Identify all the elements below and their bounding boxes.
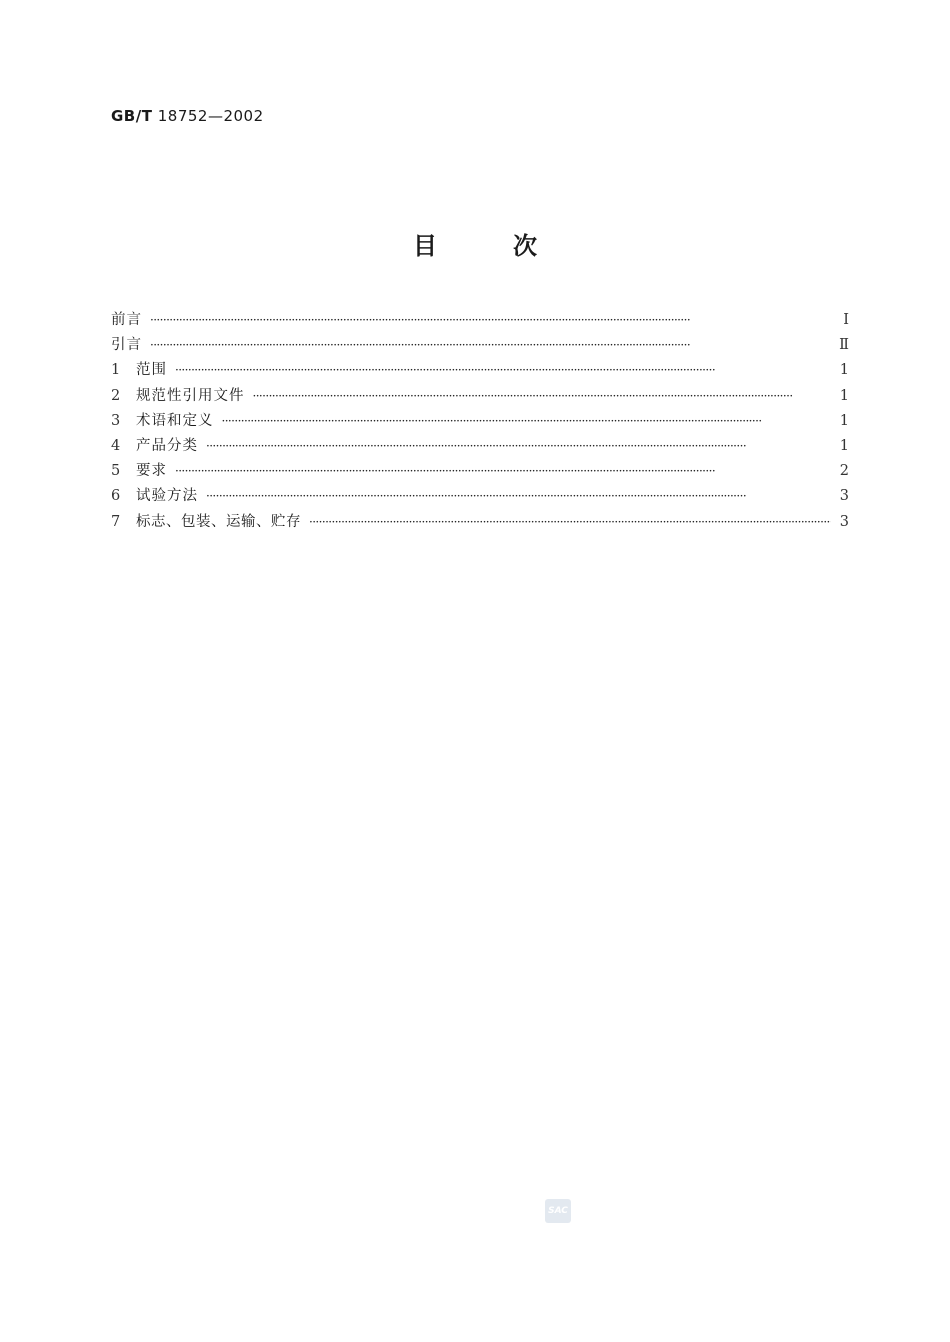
page-title-part1: 目 — [413, 232, 437, 260]
toc-leader — [206, 484, 831, 509]
sac-logo-icon — [545, 1199, 571, 1223]
toc-entry[interactable] — [111, 384, 849, 409]
toc-leader — [206, 434, 831, 459]
toc-entry-number: 6 — [111, 488, 121, 505]
toc-entry-label: 范围 — [136, 362, 167, 379]
toc-leader — [222, 409, 832, 434]
sac-logo-text: SAC — [548, 1206, 568, 1216]
toc-entry-number: 7 — [111, 513, 121, 530]
toc-entry[interactable] — [111, 459, 849, 484]
toc-entry-label: 术语和定义 — [136, 412, 214, 429]
toc-entry-number: 1 — [111, 362, 121, 379]
standard-prefix: GB/T — [111, 107, 153, 125]
toc-entry-number: 2 — [111, 387, 121, 404]
toc-entry-number: 3 — [111, 412, 121, 429]
toc-entry[interactable] — [111, 358, 849, 383]
toc-entry-label: 引言 — [111, 337, 142, 354]
toc-entry-label: 标志、包装、运输、贮存 — [136, 513, 301, 530]
standard-code — [111, 107, 264, 125]
toc-entry[interactable] — [111, 434, 849, 459]
toc-entry-label: 规范性引用文件 — [136, 387, 245, 404]
toc-entry-label: 产品分类 — [136, 437, 198, 454]
standard-number: 18752—2002 — [157, 107, 264, 125]
toc-entry-page: 1 — [839, 362, 849, 379]
toc-entry[interactable] — [111, 333, 849, 358]
page-title — [0, 226, 950, 261]
toc-entry-page: 1 — [839, 412, 849, 429]
toc-entry-label: 前言 — [111, 312, 142, 328]
toc-entry-label: 试验方法 — [136, 488, 198, 505]
toc-entry-page: 3 — [839, 513, 849, 530]
toc-entry-page: Ⅰ — [843, 312, 849, 328]
toc-entry[interactable] — [111, 409, 849, 434]
toc-entry[interactable] — [111, 484, 849, 509]
table-of-contents — [111, 308, 849, 535]
toc-leader — [150, 308, 831, 333]
toc-entry-page: 2 — [839, 463, 849, 480]
toc-leader — [253, 384, 832, 409]
toc-entry-page: 3 — [839, 488, 849, 505]
toc-entry-page: Ⅱ — [839, 337, 849, 354]
toc-entry-page: 1 — [839, 387, 849, 404]
toc-leader — [175, 358, 831, 383]
page-title-part2: 次 — [513, 232, 537, 260]
toc-leader — [150, 333, 831, 358]
toc-entry-page: 1 — [839, 437, 849, 454]
toc-leader — [175, 459, 831, 484]
toc-entry[interactable] — [111, 308, 849, 333]
toc-leader — [309, 510, 831, 535]
toc-entry-number: 4 — [111, 437, 121, 454]
toc-entry-label: 要求 — [136, 463, 167, 480]
toc-entry-number: 5 — [111, 463, 121, 480]
toc-entry[interactable] — [111, 510, 849, 535]
